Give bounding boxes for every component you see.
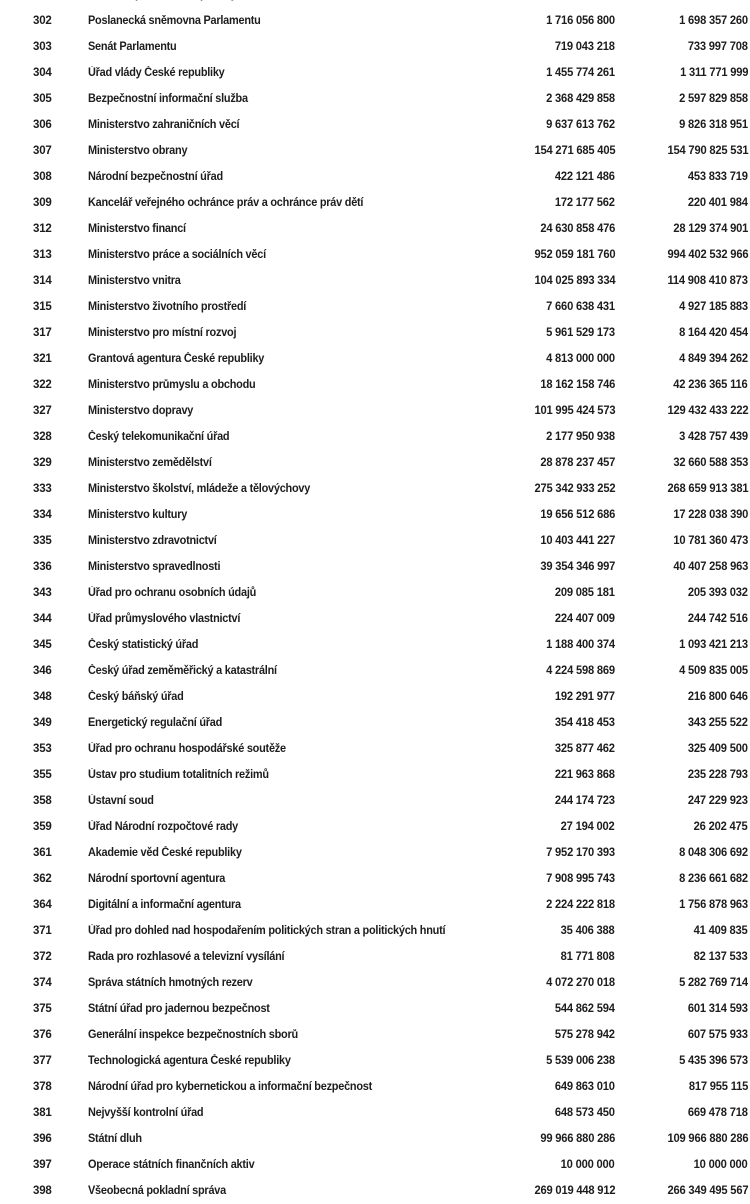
amount-column-1: 99 966 880 286 [540,1133,615,1145]
chapter-number: 362 [33,873,52,885]
amount-column-2: 343 255 522 [688,717,748,729]
amount-column-1: 24 630 858 476 [540,223,615,235]
table-row [0,398,750,424]
chapter-number: 371 [33,925,52,937]
chapter-name: Technologická agentura České republiky [88,1055,291,1067]
amount-column-2: 28 129 374 901 [673,223,748,235]
chapter-name: Rada pro rozhlasové a televizní vysílání [88,951,285,963]
chapter-number: 345 [33,639,52,651]
chapter-name: Ministerstvo průmyslu a obchodu [88,379,256,391]
table-row [0,424,750,450]
amount-column-2: 4 509 835 005 [679,665,748,677]
chapter-number: 381 [33,1107,52,1119]
amount-column-2: 216 800 646 [688,691,748,703]
chapter-name: Ministerstvo spravedlnosti [88,561,221,573]
amount-column-1: 244 174 723 [555,795,615,807]
chapter-number: 321 [33,353,52,365]
amount-column-1: 172 177 562 [555,197,615,209]
chapter-name: Ministerstvo financí [88,223,186,235]
chapter-number: 348 [33,691,52,703]
amount-column-2: 2 597 829 858 [679,93,748,105]
amount-column-1: 192 291 977 [555,691,615,703]
amount-column-1: 575 278 942 [555,1029,615,1041]
amount-column-1: 104 025 893 334 [534,275,615,287]
amount-column-2: 453 833 719 [688,171,748,183]
chapter-number: 343 [33,587,52,599]
table-row [0,346,750,372]
chapter-number: 329 [33,457,52,469]
table-row [0,580,750,606]
amount-column-1: 269 019 448 912 [534,1185,615,1197]
chapter-number: 307 [33,145,52,157]
amount-column-1: 35 406 388 [561,925,615,937]
amount-column-2: 41 409 835 [694,925,748,937]
table-row [0,1048,750,1074]
chapter-name: Ministerstvo práce a sociálních věcí [88,249,266,261]
chapter-number: 317 [33,327,52,339]
chapter-name: Ministerstvo zemědělství [88,457,212,469]
table-row [0,8,750,34]
chapter-number: 359 [33,821,52,833]
chapter-number: 322 [33,379,52,391]
chapter-number: 334 [33,509,52,521]
table-row [0,658,750,684]
table-row [0,138,750,164]
chapter-number: 305 [33,93,52,105]
chapter-number: 314 [33,275,52,287]
chapter-name [88,0,237,8]
amount-column-1: 719 043 218 [555,41,615,53]
amount-column-2: 994 402 532 966 [667,249,748,261]
table-row [0,268,750,294]
chapter-name: Český statistický úřad [88,639,199,651]
amount-column-1: 1 716 056 800 [546,15,615,27]
chapter-number: 355 [33,769,52,781]
amount-column-2: 268 659 913 381 [667,483,748,495]
chapter-name: Úřad pro dohled nad hospodařením politických stran a politických hnutí [88,925,446,937]
amount-column-1: 28 878 237 457 [540,457,615,469]
amount-column-2: 8 048 306 692 [679,847,748,859]
amount-column-1: 18 162 158 746 [540,379,615,391]
amount-column-1: 422 121 486 [555,171,615,183]
chapter-name: Ústav pro studium totalitních režimů [88,769,269,781]
chapter-name: Státní dluh [88,1133,142,1145]
chapter-number: 308 [33,171,52,183]
amount-column-2: 601 314 593 [688,1003,748,1015]
chapter-name: Úřad pro ochranu hospodářské soutěže [88,743,286,755]
table-row [0,34,750,60]
amount-column-1: 101 995 424 573 [534,405,615,417]
chapter-number: 378 [33,1081,52,1093]
table-row [0,892,750,918]
amount-column-1: 19 656 512 686 [540,509,615,521]
amount-column-1: 7 908 995 743 [546,873,615,885]
amount-column-1: 9 637 613 762 [546,119,615,131]
chapter-number: 306 [33,119,52,131]
amount-column-1: 1 188 400 374 [546,639,615,651]
chapter-name: Správa státních hmotných rezerv [88,977,253,989]
chapter-name: Bezpečnostní informační služba [88,93,248,105]
chapter-name: Energetický regulační úřad [88,717,223,729]
amount-column-1 [546,0,615,8]
chapter-name: Národní úřad pro kybernetickou a informační bezpečnost [88,1081,373,1093]
amount-column-1: 81 771 808 [561,951,615,963]
amount-column-2: 3 428 757 439 [679,431,748,443]
table-row [0,372,750,398]
chapter-name: Úřad průmyslového vlastnictví [88,613,241,625]
table-row [0,606,750,632]
chapter-name: Poslanecká sněmovna Parlamentu [88,15,261,27]
chapter-number: 304 [33,67,52,79]
table-row [0,840,750,866]
chapter-number: 336 [33,561,52,573]
amount-column-2: 9 826 318 951 [679,119,748,131]
chapter-number: 335 [33,535,52,547]
chapter-name: Národní bezpečnostní úřad [88,171,223,183]
chapter-name: Nejvyšší kontrolní úřad [88,1107,204,1119]
amount-column-2: 8 164 420 454 [679,327,748,339]
amount-column-2: 669 478 718 [688,1107,748,1119]
amount-column-1: 4 813 000 000 [546,353,615,365]
amount-column-1: 39 354 346 997 [540,561,615,573]
amount-column-1: 10 403 441 227 [540,535,615,547]
table-row [0,164,750,190]
amount-column-2: 1 756 878 963 [679,899,748,911]
chapter-name: Úřad Národní rozpočtové rady [88,821,238,833]
table-row [0,60,750,86]
chapter-number: 358 [33,795,52,807]
amount-column-2: 733 997 708 [688,41,748,53]
amount-column-2 [679,0,748,8]
chapter-number: 328 [33,431,52,443]
amount-column-1: 224 407 009 [555,613,615,625]
amount-column-1: 4 224 598 869 [546,665,615,677]
table-row [0,632,750,658]
amount-column-2: 154 790 825 531 [667,145,748,157]
amount-column-1: 221 963 868 [555,769,615,781]
table-row [0,1100,750,1126]
table-row [0,788,750,814]
table-row [0,528,750,554]
amount-column-1: 27 194 002 [561,821,615,833]
chapter-name: Úřad pro ochranu osobních údajů [88,587,257,599]
chapter-number: 374 [33,977,52,989]
amount-column-1: 275 342 933 252 [534,483,615,495]
chapter-name: Ústavní soud [88,795,154,807]
chapter-number: 398 [33,1185,52,1197]
table-row-clipped [0,0,750,8]
amount-column-2: 8 236 661 682 [679,873,748,885]
amount-column-1: 649 863 010 [555,1081,615,1093]
chapter-name: Český báňský úřad [88,691,184,703]
amount-column-2: 1 093 421 213 [679,639,748,651]
amount-column-1: 7 660 638 431 [546,301,615,313]
amount-column-2: 4 927 185 883 [679,301,748,313]
amount-column-2: 82 137 533 [694,951,748,963]
chapter-number: 361 [33,847,52,859]
amount-column-2: 220 401 984 [688,197,748,209]
chapter-name: Ministerstvo kultury [88,509,188,521]
table-row [0,502,750,528]
amount-column-2: 17 228 038 390 [673,509,748,521]
amount-column-2: 114 908 410 873 [667,275,748,287]
chapter-name: Ministerstvo životního prostředí [88,301,247,313]
amount-column-1: 648 573 450 [555,1107,615,1119]
amount-column-1: 209 085 181 [555,587,615,599]
table-row [0,918,750,944]
chapter-name: Operace státních finančních aktiv [88,1159,255,1171]
amount-column-2: 26 202 475 [694,821,748,833]
table-row [0,320,750,346]
amount-column-2: 109 966 880 286 [667,1133,748,1145]
amount-column-1: 7 952 170 393 [546,847,615,859]
chapter-name: Grantová agentura České republiky [88,353,265,365]
amount-column-1: 2 177 950 938 [546,431,615,443]
table-row [0,450,750,476]
table-row [0,970,750,996]
table-row [0,190,750,216]
amount-column-2: 235 228 793 [688,769,748,781]
amount-column-1: 154 271 685 405 [534,145,615,157]
chapter-number: 353 [33,743,52,755]
chapter-number: 333 [33,483,52,495]
table-row [0,944,750,970]
chapter-name: Digitální a informační agentura [88,899,241,911]
table-row [0,554,750,580]
amount-column-2: 32 660 588 353 [673,457,748,469]
table-row [0,736,750,762]
chapter-number: 344 [33,613,52,625]
chapter-name: Český úřad zeměměřický a katastrální [88,665,277,677]
chapter-number: 346 [33,665,52,677]
amount-column-2: 1 698 357 260 [679,15,748,27]
amount-column-2: 817 955 115 [688,1081,748,1093]
table-row [0,814,750,840]
amount-column-1: 1 455 774 261 [546,67,615,79]
amount-column-2: 607 575 933 [688,1029,748,1041]
chapter-name: Ministerstvo zahraničních věcí [88,119,240,131]
chapter-name: Senát Parlamentu [88,41,177,53]
chapter-number: 372 [33,951,52,963]
chapter-number: 309 [33,197,52,209]
amount-column-2: 5 282 769 714 [679,977,748,989]
amount-column-1: 10 000 000 [561,1159,615,1171]
chapter-number: 313 [33,249,52,261]
chapter-name: Ministerstvo dopravy [88,405,194,417]
chapter-name: Akademie věd České republiky [88,847,242,859]
amount-column-1: 544 862 594 [555,1003,615,1015]
chapter-number [33,0,52,8]
amount-column-2: 244 742 516 [688,613,748,625]
table-row [0,242,750,268]
amount-column-2: 10 781 360 473 [673,535,748,547]
chapter-name: Ministerstvo obrany [88,145,188,157]
table-row [0,762,750,788]
chapter-name: Ministerstvo vnitra [88,275,181,287]
chapter-name: Národní sportovní agentura [88,873,226,885]
table-row [0,1178,750,1204]
amount-column-2: 5 435 396 573 [679,1055,748,1067]
chapter-name: Ministerstvo zdravotnictví [88,535,217,547]
amount-column-1: 2 224 222 818 [546,899,615,911]
table-row [0,684,750,710]
chapter-number: 349 [33,717,52,729]
chapter-number: 396 [33,1133,52,1145]
chapter-number: 327 [33,405,52,417]
amount-column-1: 325 877 462 [555,743,615,755]
table-row [0,216,750,242]
chapter-number: 315 [33,301,52,313]
chapter-number: 312 [33,223,52,235]
chapter-number: 376 [33,1029,52,1041]
table-row [0,996,750,1022]
amount-column-2: 325 409 500 [688,743,748,755]
amount-column-1: 952 059 181 760 [534,249,615,261]
amount-column-2: 205 393 032 [688,587,748,599]
chapter-number: 377 [33,1055,52,1067]
amount-column-1: 354 418 453 [555,717,615,729]
chapter-name: Český telekomunikační úřad [88,431,230,443]
table-row [0,710,750,736]
amount-column-2: 129 432 433 222 [667,405,748,417]
amount-column-2: 1 311 771 999 [679,67,748,79]
amount-column-1: 2 368 429 858 [546,93,615,105]
table-row [0,476,750,502]
amount-column-2: 247 229 923 [688,795,748,807]
amount-column-1: 4 072 270 018 [546,977,615,989]
chapter-name: Všeobecná pokladní správa [88,1185,226,1197]
table-row [0,1126,750,1152]
chapter-name: Kancelář veřejného ochránce práv a ochránce práv dětí [88,197,364,209]
table-row [0,294,750,320]
chapter-name: Ministerstvo pro místní rozvoj [88,327,237,339]
table-row [0,112,750,138]
table-row [0,1074,750,1100]
chapter-number: 302 [33,15,52,27]
chapter-number: 364 [33,899,52,911]
chapter-name: Státní úřad pro jadernou bezpečnost [88,1003,270,1015]
amount-column-2: 266 349 495 567 [667,1185,748,1197]
table-row [0,86,750,112]
chapter-number: 303 [33,41,52,53]
amount-column-1: 5 961 529 173 [546,327,615,339]
chapter-name: Generální inspekce bezpečnostních sborů [88,1029,298,1041]
chapter-number: 397 [33,1159,52,1171]
amount-column-2: 40 407 258 963 [673,561,748,573]
table-row [0,1022,750,1048]
amount-column-2: 10 000 000 [694,1159,748,1171]
chapter-number: 375 [33,1003,52,1015]
amount-column-2: 42 236 365 116 [673,379,748,391]
amount-column-1: 5 539 006 238 [546,1055,615,1067]
chapter-name: Ministerstvo školství, mládeže a tělovýchovy [88,483,311,495]
table-row [0,1152,750,1178]
chapter-name: Úřad vlády České republiky [88,67,225,79]
table-row [0,866,750,892]
amount-column-2: 4 849 394 262 [679,353,748,365]
